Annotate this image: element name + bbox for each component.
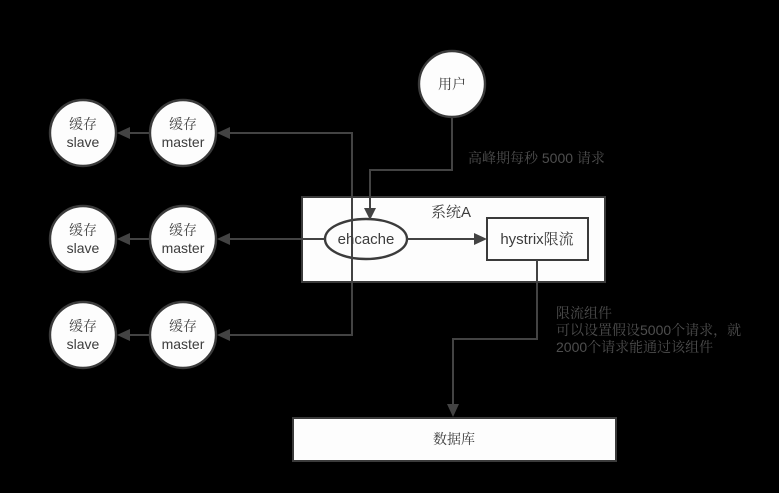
arrowhead-to-master-2 xyxy=(217,233,230,245)
cache-master-3-line2: master xyxy=(161,336,205,352)
cache-slave-node-1 xyxy=(50,100,116,166)
ehcache-label: ehcache xyxy=(337,231,395,248)
cache-master-2-line2: master xyxy=(161,240,205,256)
cache-slave-1-line2: slave xyxy=(66,134,100,150)
cache-master-1-line1: 缓存 xyxy=(169,116,197,132)
edge-user-to-ehcache xyxy=(370,117,452,209)
cache-master-node-2 xyxy=(150,206,216,272)
arrowhead-to-master-1 xyxy=(217,127,230,139)
hystrix-label: hystrix限流 xyxy=(500,231,574,248)
cache-master-node-1 xyxy=(150,100,216,166)
note-line-1: 限流组件 xyxy=(556,305,612,321)
cache-slave-3-line1: 缓存 xyxy=(69,318,97,334)
cache-master-1-line2: master xyxy=(161,134,205,150)
arrowhead-to-master-3 xyxy=(217,329,230,341)
arrowhead-to-slave-3 xyxy=(117,329,130,341)
note-line-3: 2000个请求能通过该组件 xyxy=(556,339,714,355)
cache-slave-1-line1: 缓存 xyxy=(69,116,97,132)
system-a-label: 系统A xyxy=(430,204,472,221)
cache-slave-3-line2: slave xyxy=(66,336,100,352)
user-label: 用户 xyxy=(438,76,466,92)
peak-requests-label: 高峰期每秒 5000 请求 xyxy=(468,150,605,166)
arrowhead-to-database xyxy=(447,404,459,417)
cache-master-node-3 xyxy=(150,302,216,368)
cache-slave-node-2 xyxy=(50,206,116,272)
cache-slave-2-line2: slave xyxy=(66,240,100,256)
cache-slave-2-line1: 缓存 xyxy=(69,222,97,238)
cache-master-3-line1: 缓存 xyxy=(169,318,197,334)
note-line-2: 可以设置假设5000个请求，就 xyxy=(556,322,742,338)
arrowhead-to-slave-2 xyxy=(117,233,130,245)
cache-master-2-line1: 缓存 xyxy=(169,222,197,238)
database-label: 数据库 xyxy=(433,431,475,447)
cache-slave-node-3 xyxy=(50,302,116,368)
arrowhead-to-slave-1 xyxy=(117,127,130,139)
